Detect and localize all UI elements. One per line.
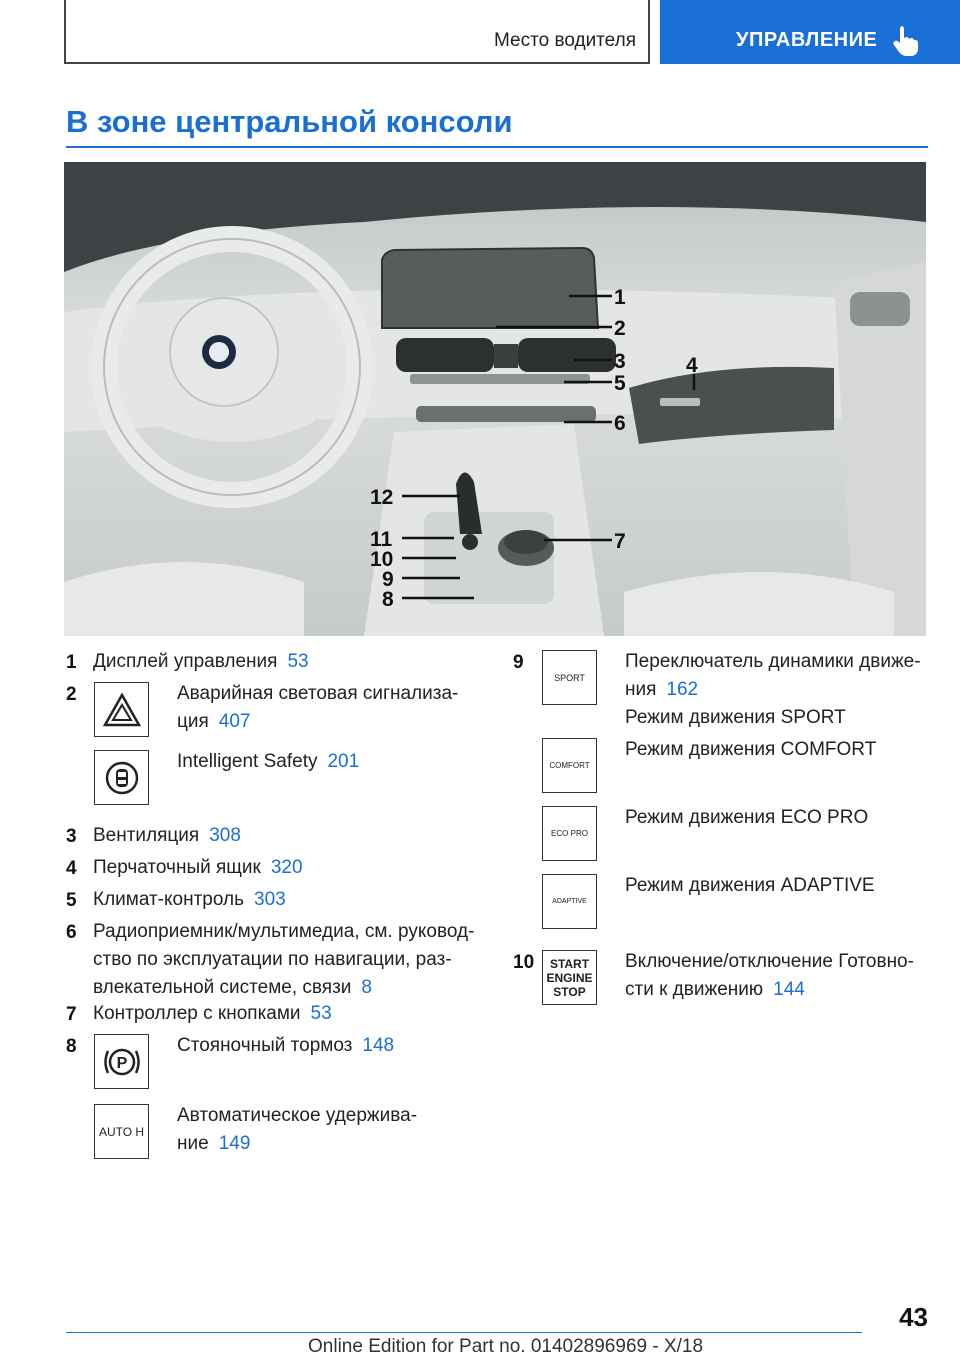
item-4-page-link[interactable]: 320 [270, 857, 303, 878]
item-9 [625, 648, 921, 704]
callout-5: 5 [614, 372, 626, 395]
item-8b-text: Автоматическое удержива- [177, 1105, 418, 1126]
item-9-text-cont: ния [625, 679, 657, 700]
callout-10: 10 [370, 548, 394, 571]
callout-1: 1 [614, 286, 626, 309]
item-9-text: Переключатель динамики движе- [625, 651, 921, 672]
item-8-page-link[interactable]: 148 [362, 1035, 395, 1056]
item-5-page-link[interactable]: 303 [254, 889, 286, 910]
item-number-8: 8 [66, 1036, 77, 1057]
item-7 [93, 1000, 332, 1028]
footer-edition-text: Online Edition for Part no. 01402896969 - X/18 [308, 1336, 704, 1357]
item-2-text: Аварийная световая сигнализа- [177, 683, 459, 704]
parking-brake-icon [94, 1034, 149, 1089]
item-10-text: Включение/отключение Готовно- [625, 951, 914, 972]
item-number-10: 10 [513, 952, 535, 973]
callout-12: 12 [370, 486, 394, 509]
item-1-text: Дисплей управления [93, 651, 278, 672]
eco-pro-button-label: ECO PRO [551, 829, 588, 838]
item-8b [177, 1102, 417, 1158]
comfort-button-label: COMFORT [549, 761, 590, 770]
item-1 [93, 648, 309, 676]
item-6-text-end: влекательной системе, связи [93, 977, 352, 998]
item-9-sport: Режим движения SPORT [625, 707, 846, 728]
item-1-page-link[interactable]: 53 [287, 651, 309, 672]
title-divider [66, 146, 928, 148]
item-8b-text-cont: ние [177, 1133, 209, 1154]
item-number-7: 7 [66, 1004, 77, 1025]
page-number: 43 [899, 1302, 928, 1332]
item-8b-page-link[interactable]: 149 [218, 1133, 251, 1154]
item-5 [93, 886, 286, 914]
sport-button-icon [542, 650, 597, 705]
footer-divider [66, 1332, 862, 1333]
item-6 [93, 918, 474, 1002]
header-chapter-label: УПРАВЛЕНИЕ [736, 29, 878, 51]
intelligent-safety-icon [94, 750, 149, 805]
item-6-text-cont: ство по эксплуатации по навигации, раз- [93, 949, 452, 970]
sport-button-label: SPORT [554, 672, 585, 683]
item-number-5: 5 [66, 890, 77, 911]
callout-7: 7 [614, 530, 626, 553]
header-section-label: Место водителя [494, 30, 636, 51]
header-chapter-box[interactable] [660, 0, 960, 64]
stop-label: STOP [553, 984, 586, 999]
item-2b-text: Intelligent Safety [177, 751, 318, 772]
item-5-text: Климат-контроль [93, 889, 244, 910]
eco-pro-button-icon [542, 806, 597, 861]
callout-6: 6 [614, 412, 626, 435]
item-2 [177, 680, 458, 736]
item-number-9: 9 [513, 652, 524, 673]
page-title: В зоне центральной консоли [66, 104, 513, 139]
adaptive-button-icon [542, 874, 597, 929]
callout-11: 11 [370, 528, 393, 551]
item-2b-page-link[interactable]: 201 [327, 751, 360, 772]
callout-8: 8 [382, 588, 394, 611]
item-4-text: Перчаточный ящик [93, 857, 261, 878]
item-9-adaptive: Режим движения ADAPTIVE [625, 875, 875, 896]
item-4 [93, 854, 303, 882]
item-2-page-link[interactable]: 407 [218, 711, 251, 732]
item-number-3: 3 [66, 826, 77, 847]
item-number-2: 2 [66, 684, 77, 705]
item-6-page-link[interactable]: 8 [361, 977, 372, 998]
pointing-hand-icon [892, 24, 920, 56]
callout-2: 2 [614, 317, 626, 340]
item-3 [93, 822, 241, 850]
header-section-box [64, 0, 650, 64]
item-number-1: 1 [66, 652, 77, 673]
item-10 [625, 948, 914, 1004]
item-2-text-cont: ция [177, 711, 209, 732]
item-8-text: Стояночный тормоз [177, 1035, 353, 1056]
start-label: START [549, 956, 590, 971]
adaptive-button-label: ADAPTIVE [552, 898, 587, 905]
item-8 [177, 1032, 394, 1060]
dashboard-illustration [64, 162, 926, 636]
callout-3: 3 [614, 350, 626, 373]
item-10-page-link[interactable]: 144 [773, 979, 805, 1000]
item-9-comfort: Режим движения COMFORT [625, 739, 877, 760]
item-9-page-link[interactable]: 162 [666, 679, 699, 700]
dashboard-photo [64, 162, 926, 636]
callout-4: 4 [686, 354, 698, 377]
item-7-page-link[interactable]: 53 [310, 1003, 332, 1024]
item-9-eco-pro: Режим движения ECO PRO [625, 807, 869, 828]
auto-hold-label: AUTO H [98, 1124, 145, 1139]
hazard-triangle-icon [94, 682, 149, 737]
start-stop-button-icon [542, 950, 597, 1005]
item-10-text-cont: сти к движению [625, 979, 764, 1000]
item-number-6: 6 [66, 922, 77, 943]
item-number-4: 4 [66, 858, 77, 879]
item-2b [177, 748, 359, 776]
item-3-text: Вентиляция [93, 825, 200, 846]
svg-text:P: P [116, 1054, 127, 1072]
item-6-text: Радиоприемник/мультимедиа, см. руковод- [93, 921, 475, 942]
engine-label: ENGINE [546, 970, 593, 985]
item-7-text: Контроллер с кнопками [93, 1003, 301, 1024]
callout-9: 9 [382, 568, 394, 591]
item-3-page-link[interactable]: 308 [209, 825, 241, 846]
auto-hold-icon [94, 1104, 149, 1159]
comfort-button-icon [542, 738, 597, 793]
